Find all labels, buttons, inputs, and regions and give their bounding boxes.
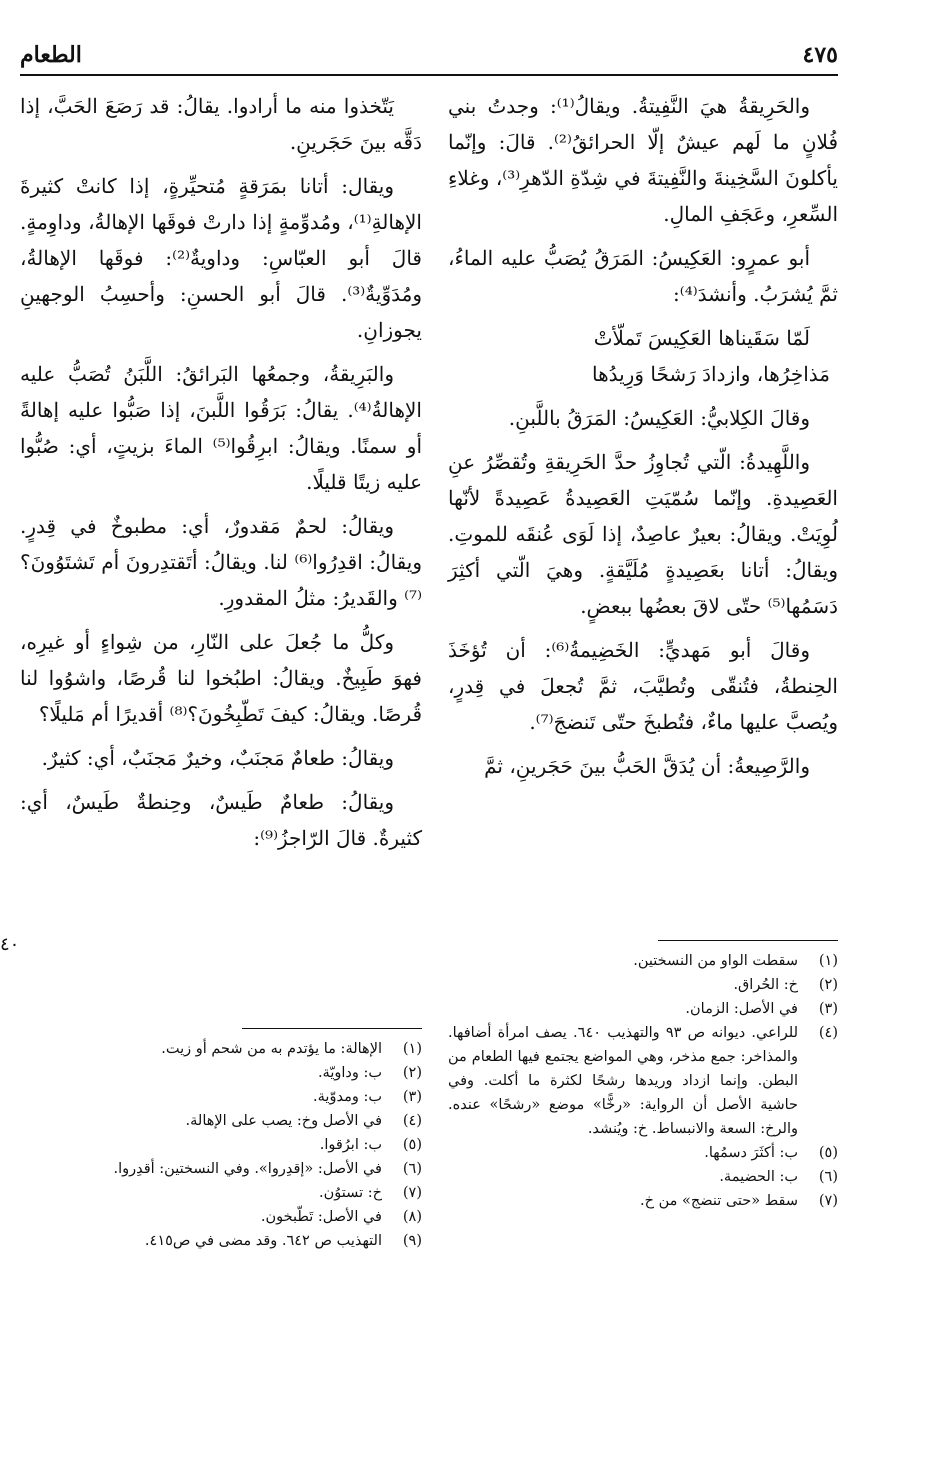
paragraph: وقالَ الكِلابيُّ: العَكِيسُ: المَرَقُ باللَّبنِ. — [508, 406, 810, 430]
footnote-text: للراعي. ديوانه ص ٩٣ والتهذيب ٦٤٠. يصف امرأة أضافها. والمذاخر: جمع مذخر، وهي المواضع يجتمع فيها الطعام من البطن. وإنما ازداد وريدها رشحًا لكثرة ما أكلت. وفي حاشية الأصل أن الرواية: «رخًّا» موضع «رشحًا» عنده. والرخ: السعة والانبساط. خ: ويُنشد. — [448, 1025, 798, 1137]
footnote — [448, 997, 838, 1021]
footnote-text: الإهالة: ما يؤتدم به من شحم أو زيت. — [161, 1041, 382, 1057]
footnote-rule — [658, 940, 838, 941]
footnotes-left — [20, 1028, 422, 1253]
footnote-number: (٦) — [402, 1161, 422, 1177]
footnote — [20, 1109, 422, 1133]
verse-first-hemistich: لَمّا سَقَيناها العَكِيسَ تَملّأتْ — [593, 326, 810, 350]
footnote-text: خ: تستوُن. — [319, 1185, 382, 1201]
paragraph: ويقالُ: طعامٌ مَجنَبٌ، وخيرٌ مَجنَبٌ، أي: كثيرٌ. — [41, 746, 394, 770]
footnote-number: (٩) — [402, 1233, 422, 1249]
footnote-text: خ: الحُراق. — [733, 977, 798, 993]
paragraph: وكلُّ ما جُعلَ على النّارِ، من شِواءٍ أو غيرِه، فهوَ طَبِيخٌ. ويقالُ: اطبُخوا لنا قُرصًا، واشوُوا لنا قُرصًا. ويقالُ: كيفَ تَطّبِخُونَ؟⁽⁸⁾ أقديرًا أم مَليلًا؟ — [20, 630, 422, 726]
footnote-text: ب: ومدوّية. — [313, 1089, 382, 1105]
footnote-text: سقطت الواو من النسختين. — [633, 953, 798, 969]
footnote-number: (١) — [402, 1041, 422, 1057]
footnote — [20, 1085, 422, 1109]
paragraph: والحَرِيقةُ هيَ النَّفِيتةُ. ويقالُ⁽¹⁾: وجدتُ بني فُلانٍ ما لَهم عيشٌ إلّا الحرائقُ⁽²⁾. قالَ: وإنّما يأكلونَ السَّخِينةَ والنَّفِيتةَ في شِدّةِ الدّهرِ⁽³⁾، وغلاءِ السِّعرِ، وعَجَفِ المالِ. — [448, 94, 838, 226]
page-header — [20, 40, 838, 76]
footnote — [448, 1141, 838, 1165]
footnote-number: (٢) — [818, 977, 838, 993]
footnote-number: (٧) — [402, 1185, 422, 1201]
verse-second-hemistich: مَذاخِرُها، وازدادَ رَشحًا وَرِيدُها — [591, 362, 830, 386]
footnote-text: ب: الحضيمة. — [719, 1169, 798, 1185]
footnote-number: (١) — [818, 953, 838, 969]
footnote-text: ب: ابرُقوا. — [319, 1137, 382, 1153]
footnote-text: في الأصل: «إقدِروا». وفي النسختين: أقدِروا. — [113, 1161, 382, 1177]
footnote — [20, 1133, 422, 1157]
footnote-number: (٢) — [402, 1065, 422, 1081]
paragraph: يَتّخذوا منه ما أرادوا. يقالُ: قد رَصَعَ الحَبَّ، إذا دَقَّه بينَ حَجَرينِ. — [20, 94, 422, 154]
footnote-number: (٤) — [818, 1025, 838, 1041]
footnote — [20, 1061, 422, 1085]
footnote-rule — [242, 1028, 422, 1029]
footnote-text: في الأصل: الزمان. — [685, 1001, 798, 1017]
paragraph: والرَّصِيعةُ: أن يُدَقَّ الحَبُّ بينَ حَجَرينِ، ثمَّ — [484, 754, 810, 778]
footnote-number: (٣) — [818, 1001, 838, 1017]
footnote — [448, 1189, 838, 1213]
footnote — [448, 949, 838, 973]
footnote — [20, 1229, 422, 1253]
paragraph: أبو عمرٍو: العَكِيسُ: المَرَقُ يُصَبُّ عليه الماءُ، ثمَّ يُشرَبُ. وأنشدَ⁽⁴⁾: — [448, 246, 838, 306]
paragraph: وقالَ أبو مَهديٍّ: الخَضِيمةُ⁽⁶⁾: أن تُؤخَذَ الحِنطةُ، فتُنقّى وتُطيَّبَ، ثمَّ تُجعلَ في قِدرٍ، ويُصبَّ عليها ماءٌ، فتُطبخَ حتّى تَنضجَ⁽⁷⁾. — [448, 638, 838, 734]
footnote-text: في الأصل: تَطّبخون. — [260, 1209, 382, 1225]
footnote-text: سقط «حتى تنضج» من خ. — [640, 1193, 798, 1209]
paragraph: ويقال: أتانا بمَرَقةٍ مُتحيِّرةٍ، إذا كانتْ كثيرةَ الإهالةِ⁽¹⁾، ومُدوِّمةٍ إذا دارتْ فوقَها الإهالةُ، وداوِمةٍ. قالَ أبو العبّاسِ: وداويةٌ⁽²⁾: فوقَها الإهالةُ، ومُدَوِّيةٌ⁽³⁾. قالَ أبو الحسنِ: وأحسِبُ الوجهينِ يجوزانِ. — [20, 174, 422, 342]
footnote-text: ب: وداويّة. — [317, 1065, 382, 1081]
footnote — [20, 1205, 422, 1229]
running-title: الطعام — [20, 42, 82, 68]
paragraph: واللَّهِيدةُ: الّتي تُجاوِزُ حدَّ الحَرِيقةِ وتُقصِّرُ عنِ العَصِيدةِ. وإنّما سُمّيَتِ العَصِيدةُ عَصِيدةً لأنّها لُوِيَتْ. ويقالُ: بعيرٌ عاصِدٌ، إذا لَوَى عُنقَه للموتِ. ويقالُ: أتانا بعَصِيدةٍ مُلَيَّقةٍ. وهيَ الّتي أكثِرَ دَسَمُها⁽⁵⁾ حتّى لاقَ بعضُها ببعضٍ. — [448, 450, 838, 618]
footnote-number: (٣) — [402, 1089, 422, 1105]
paragraph: ويقالُ: طعامٌ طَيسٌ، وحِنطةٌ طَيسٌ، أي: كثيرةٌ. قالَ الرّاجزُ⁽⁹⁾: — [20, 790, 422, 850]
footnote-number: (٤) — [402, 1113, 422, 1129]
footnote-number: (٥) — [818, 1145, 838, 1161]
footnote-text: التهذيب ص ٦٤٢. وقد مضى في ص٤١٥. — [144, 1233, 382, 1249]
paragraph: والبَرِيقةُ، وجمعُها البَرائقُ: اللَّبَنُ تُصَبُّ عليه الإهالةُ⁽⁴⁾. يقالُ: بَرَقُوا اللَّبنَ، إذا صَبُّوا عليه إهالةً أو سمنًا. ويقالُ: ابرِقُوا⁽⁵⁾ الماءَ بزيتٍ، أي: صُبُّوا عليه زيتًا قليلًا. — [20, 362, 423, 494]
footnote — [448, 1165, 838, 1189]
footnote-number: (٦) — [818, 1169, 838, 1185]
footnote-number: (٥) — [402, 1137, 422, 1153]
footnote — [448, 1021, 838, 1141]
footnote-number: (٧) — [818, 1193, 838, 1209]
footnote-text: في الأصل وخ: يصب على الإهالة. — [185, 1113, 382, 1129]
paragraph: ويقالُ: لحمٌ مَقدورٌ، أي: مطبوخٌ في قِدرٍ. ويقالُ: اقدِرُوا⁽⁶⁾ لنا. ويقالُ: أتَقتدِرونَ أم تَشتَوُونَ؟⁽⁷⁾ والقَديرُ: مثلُ المقدورِ. — [20, 514, 422, 610]
footnote — [448, 973, 838, 997]
line-number-marker: ٤٠ — [0, 934, 20, 955]
footnote — [20, 1181, 422, 1205]
footnote — [20, 1037, 422, 1061]
footnote-text: ب: أكثَرَ دسمُها. — [704, 1145, 798, 1161]
footnotes-right — [448, 940, 838, 1213]
right-column — [448, 88, 838, 792]
left-column — [20, 88, 422, 864]
page-number: ٤٧٥ — [802, 42, 838, 68]
footnote — [20, 1157, 422, 1181]
footnote-number: (٨) — [402, 1209, 422, 1225]
